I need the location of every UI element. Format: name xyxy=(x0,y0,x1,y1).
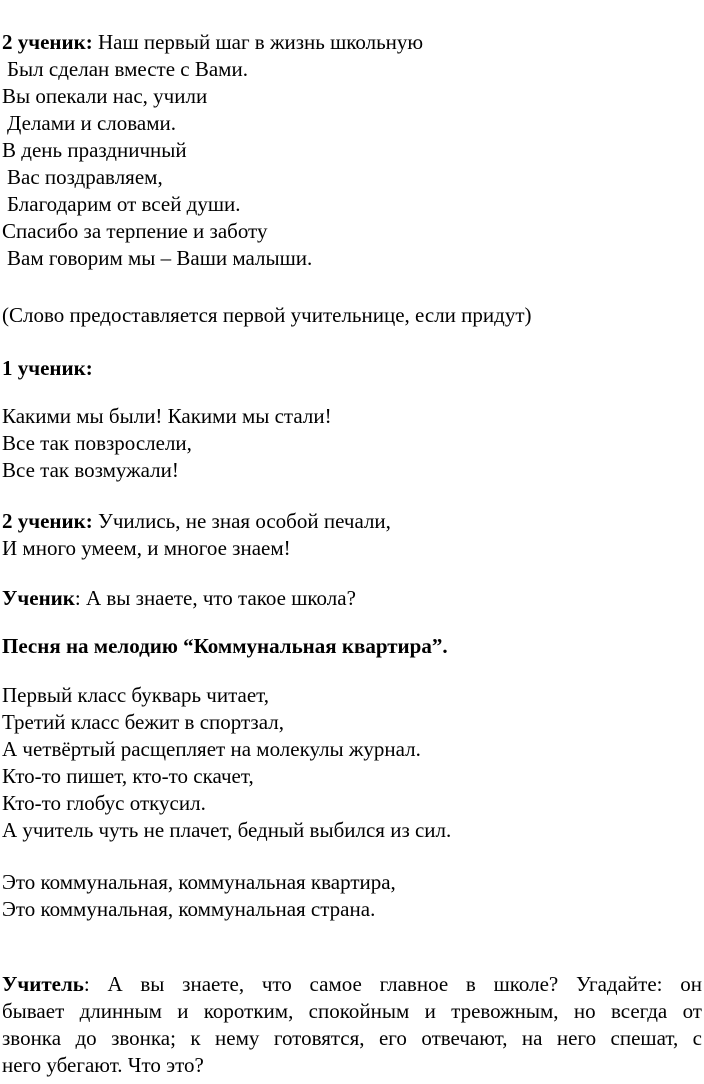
stanza1-line: Благодарим от всей души. xyxy=(7,192,241,216)
song-verse-line: Кто-то пишет, кто-то скачет, xyxy=(2,764,254,788)
stanza3-line: И много умеем, и многое знаем! xyxy=(2,536,291,560)
stanza1-line: Делами и словами. xyxy=(7,111,177,135)
speaker-label: 1 ученик: xyxy=(2,356,93,380)
question-line: Ученик: А вы знаете, что такое школа? xyxy=(2,586,356,610)
stanza1-line: В день праздничный xyxy=(2,138,187,162)
song-verse-line: А четвёртый расщепляет на молекулы журнал. xyxy=(2,737,421,761)
stanza3-line-1: 2 ученик: Учились, не зная особой печали, xyxy=(2,509,391,533)
stanza1-line: Вы опекали нас, учили xyxy=(2,84,208,108)
teacher-line: звонка до звонка; к нему готовятся, его отвечают, на него спешат, с xyxy=(2,1026,702,1050)
stanza2-line: Все так повзрослели, xyxy=(2,431,192,455)
stanza2-line: Какими мы были! Какими мы стали! xyxy=(2,404,332,428)
speaker-label: Учитель xyxy=(2,972,84,996)
teacher-line: него убегают. Что это? xyxy=(2,1053,204,1077)
stage-remark: (Слово предоставляется первой учительнице, если придут) xyxy=(2,303,532,327)
song-chorus-line: Это коммунальная, коммунальная квартира, xyxy=(2,870,396,894)
stanza1-line: Вас поздравляем, xyxy=(7,165,163,189)
song-title: Песня на мелодию “Коммунальная квартира”. xyxy=(2,634,448,658)
speaker-label: Ученик xyxy=(2,586,75,610)
stanza1-line: Был сделан вместе с Вами. xyxy=(7,57,248,81)
teacher-line-1: Учитель: А вы знаете, что самое главное в школе? Угадайте: он xyxy=(2,972,702,996)
song-verse-line: Первый класс букварь читает, xyxy=(2,683,269,707)
speaker-label: 2 ученик: xyxy=(2,509,93,533)
song-verse-line: А учитель чуть не плачет, бедный выбился из сил. xyxy=(2,818,452,842)
stanza1-line-1: 2 ученик: Наш первый шаг в жизнь школьную xyxy=(2,30,424,54)
stanza1-line: Вам говорим мы – Ваши малыши. xyxy=(7,246,313,270)
teacher-line: бывает длинным и коротким, спокойным и тревожным, но всегда от xyxy=(2,999,702,1023)
song-chorus-line: Это коммунальная, коммунальная страна. xyxy=(2,897,376,921)
stanza1-line: Спасибо за терпение и заботу xyxy=(2,219,268,243)
song-verse-line: Кто-то глобус откусил. xyxy=(2,791,206,815)
speaker-label: 2 ученик: xyxy=(2,30,93,54)
stanza2-line: Все так возмужали! xyxy=(2,458,179,482)
song-verse-line: Третий класс бежит в спортзал, xyxy=(2,710,284,734)
